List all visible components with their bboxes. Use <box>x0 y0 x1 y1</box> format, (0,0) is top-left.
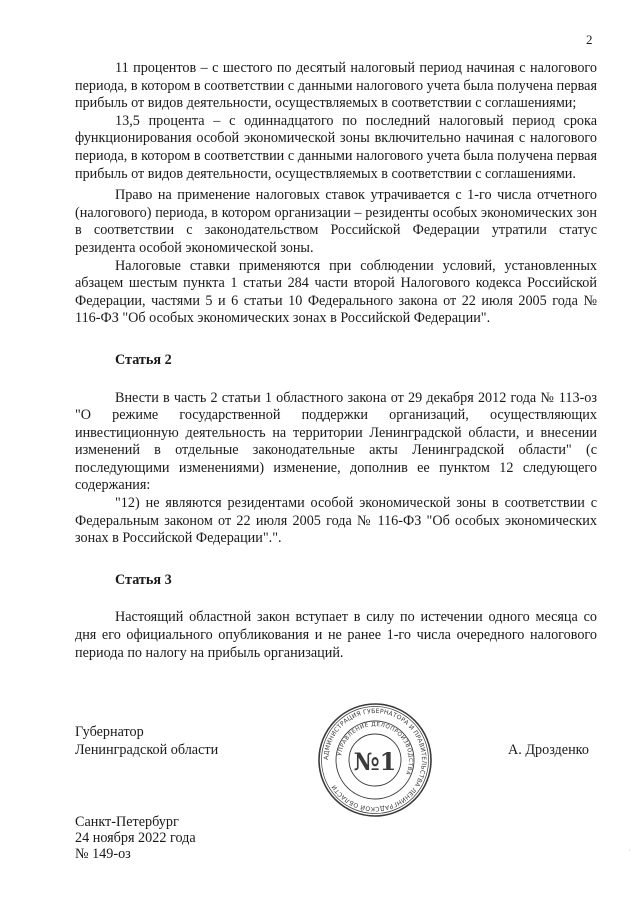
paragraph: "12) не являются резидентами особой экономической зоны в соответствии с Федеральным законом от 22 июля 2005 года № 116-ФЗ "Об особых экономических зонах в Российской Федерации".". <box>75 495 597 547</box>
margin-mark: ' <box>629 848 631 857</box>
paragraph: 11 процентов – с шестого по десятый налоговый период начиная с налогового периода, в котором в соответствии с данными налогового учета была получена первая прибыль от видов деятельности, осуществляемых в соответствии с соглашениями; <box>75 60 597 112</box>
document-footer <box>75 814 196 862</box>
signatory-name: А. Дрозденко <box>508 742 589 758</box>
seal-outer-text: АДМИНИСТРАЦИЯ ГУБЕРНАТОРА И ПРАВИТЕЛЬСТВА ЛЕНИНГРАДСКОЙ ОБЛАСТИ <box>322 707 428 813</box>
footer-law-number: № 149-оз <box>75 846 131 862</box>
signatory-title-line: Ленинградской области <box>75 742 219 758</box>
article-3-heading: Статья 3 <box>115 571 172 588</box>
article-2-heading: Статья 2 <box>115 351 172 368</box>
paragraph: Настоящий областной закон вступает в силу по истечении одного месяца со дня его официального опубликования и не ранее 1-го числа очередного налогового периода по налогу на прибыль организаций. <box>75 609 597 661</box>
footer-date: 24 ноября 2022 года <box>75 830 196 846</box>
official-seal <box>317 702 433 818</box>
signatory-title-line: Губернатор <box>75 724 144 740</box>
signatory-title <box>75 723 218 759</box>
footer-city: Санкт-Петербург <box>75 814 179 830</box>
seal-inner-text: УПРАВЛЕНИЕ ДЕЛОПРОИЗВОДСТВА <box>337 721 414 777</box>
paragraph: Внести в часть 2 статьи 1 областного закона от 29 декабря 2012 года № 113-оз "О режиме государственной поддержки организаций, осуществляющих инвестиционную деятельность на территории Ленинградской области, и внесении изменений в отдельные законодательные акты Ленинградской области" (с последующими изменениями) изменение, дополнив ее пунктом 12 следующего содержания: <box>75 389 597 494</box>
paragraph: 13,5 процента – с одиннадцатого по последний налоговый период срока функционирования особой экономической зоны включительно начиная с налогового периода, в котором в соответствии с данными налогового учета была получена первая прибыль от видов деятельности, осуществляемых в соответствии с соглашениями. <box>75 112 597 182</box>
document-body <box>75 60 597 662</box>
seal-number: №1 <box>353 747 397 776</box>
paragraph: Налоговые ставки применяются при соблюдении условий, установленных абзацем шестым пункта 1 статьи 284 части второй Налогового кодекса Российской Федерации, частями 5 и 6 статьи 10 Федерального закона от 22 июля 2005 года № 116-ФЗ "Об особых экономических зонах в Российской Федерации". <box>75 257 597 327</box>
page-number: 2 <box>586 32 593 47</box>
paragraph: Право на применение налоговых ставок утрачивается с 1-го числа отчетного (налогового) периода, в котором организации – резиденты особых экономических зон в соответствии с законодательством Российской Федерации утратили статус резидента особой экономической зоны. <box>75 187 597 256</box>
